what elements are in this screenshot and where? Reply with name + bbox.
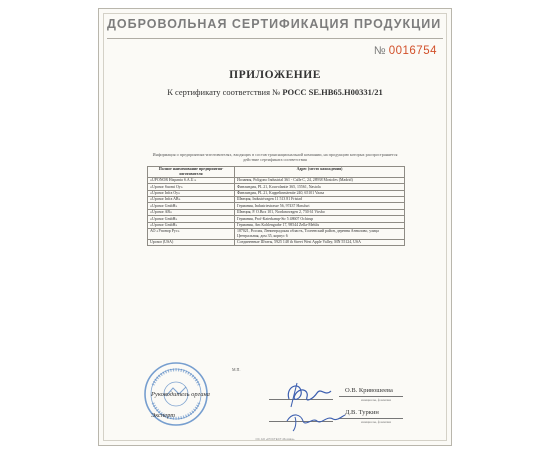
manufacturer-address-cell: Соединенные Штаты, 5925 148 th Street West Apple Valley, MN 55124, USA [235, 239, 405, 245]
expert-name: Д.В. Туркин [345, 409, 379, 416]
expert-name-hint: инициалы, фамилия [361, 420, 391, 424]
manufacturer-name-cell: «UPONOR Hispania S.A.U.» [148, 177, 235, 183]
column-header-address: Адрес (место нахождения) [235, 167, 405, 178]
manufacturer-name-cell: «Uponor GmbH» [148, 216, 235, 222]
table-row [148, 239, 405, 245]
manufacturer-address-cell: Финляндия, PL 21, Kappelinmäentie 240, 65101 Vaasa [235, 190, 405, 196]
table-row [148, 228, 405, 239]
document-title: ПРИЛОЖЕНИЕ [229, 69, 321, 81]
manufacturer-name-cell: «Uponor AB» [148, 209, 235, 215]
manufacturer-address-cell: Германия, Am Kohlengrabe 17, 98544 Zella-Mehlis [235, 222, 405, 228]
manufacturer-name-cell: «Uponor Infra AB» [148, 197, 235, 203]
manufacturer-name-cell: «Uponor Infra Oy» [148, 190, 235, 196]
info-paragraph: Информация о предприятиях-изготовителях, входящих в состав транснациональной компании, на продукцию которых распространяется действие сертификата соответствия [152, 152, 398, 163]
number-prefix: № [373, 45, 386, 57]
manufacturer-name-cell: АО «Упонор Рус» [148, 228, 235, 239]
manufacturer-address-cell: Германия, Prof-Katerkamp-Str 5 48607 Ochtrup [235, 216, 405, 222]
manufacturer-name-cell: Uponor (USA) [148, 239, 235, 245]
document-header: ДОБРОВОЛЬНАЯ СЕРТИФИКАЦИЯ ПРОДУКЦИИ [107, 17, 442, 31]
manufacturer-address-cell: Швеция, Industrivagen 11 513 81 Fristad [235, 197, 405, 203]
manufacturer-name-cell: «Uponor Suomi Oy» [148, 184, 235, 190]
head-label: Руководитель органа [151, 391, 210, 398]
manufacturer-name-cell: «Uponor GmbH» [148, 203, 235, 209]
manufacturer-address-cell: Финляндия, PL 21, Kouvolantie 365, 15561, Nastola [235, 184, 405, 190]
handwritten-signatures [279, 377, 349, 435]
certificate-number: РОСС SE.HB65.H00331/21 [282, 87, 383, 97]
manufacturer-address-cell: 187021, Россия, Ленинградская область, Тосненский район, деревня Аннолово, улица Центральная, дом 35, корпус 6 [235, 228, 405, 239]
head-name: О.В. Кривошеева [345, 387, 393, 394]
page-footer: ОС АО «РОСТЕСТ-Москва» [255, 437, 295, 441]
manufacturer-address-cell: Швеция, P. O.Box 101, Nordanovagen 2, 730 61 Virsbo [235, 209, 405, 215]
certificate-reference [99, 87, 451, 97]
table-header-row [148, 167, 405, 178]
manufacturers-table [147, 166, 405, 246]
expert-label: Эксперт [151, 412, 175, 419]
manufacturer-address-cell: Испания, Poligono Industrial 361 - Calle C, 24, 28938 Mostoles (Madrid) [235, 177, 405, 183]
certificate-label: К сертификату соответствия № [167, 87, 281, 97]
header-divider [107, 38, 443, 39]
serial-number: 0016754 [388, 45, 437, 57]
head-name-hint: инициалы, фамилия [361, 398, 391, 402]
manufacturer-address-cell: Германия, Industriestrasse 56, 97437 Hassfurt [235, 203, 405, 209]
stamp-place-label: М.П. [232, 367, 241, 372]
manufacturer-name-cell: «Uponor GmbH» [148, 222, 235, 228]
column-header-name: Полное наименование предприятия-изготовителя [148, 167, 235, 178]
certificate-appendix-page [98, 8, 452, 446]
form-number [374, 45, 437, 57]
